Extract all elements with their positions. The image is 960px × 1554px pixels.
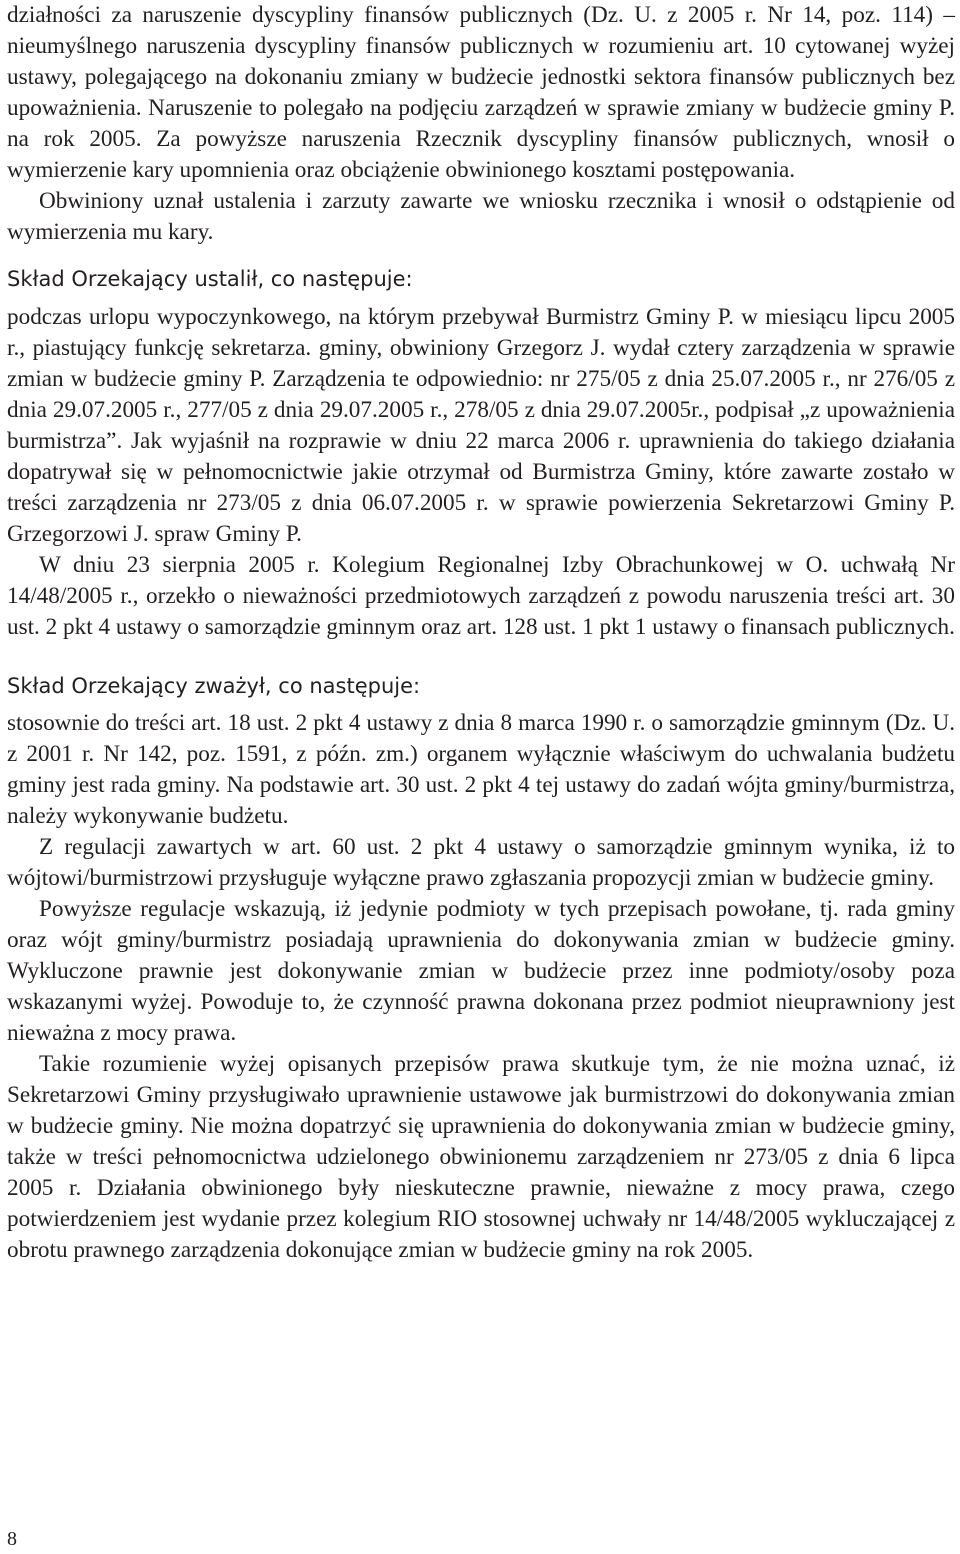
page-number: 8 xyxy=(7,1528,17,1550)
paragraph-defendant-statement: Obwiniony uznał ustalenia i zarzuty zawarte we wniosku rzecznika i wnosił o odstąpienie od wymierzenia mu kary. xyxy=(7,188,955,245)
paragraph-findings-2: W dniu 23 sierpnia 2005 r. Kolegium Regionalnej Izby Obrachunkowej w O. uchwałą Nr 14/48/2005 r., orzekło o nieważności przedmiotowych zarządzeń z powodu naruszenia treści art. 30 ust. 2 pkt 4 ustawy o samorządzie gminnym oraz art. 128 ust. 1 pkt 1 ustawy o finansach publicznych. xyxy=(7,552,955,640)
paragraph-considerations-1: stosownie do treści art. 18 ust. 2 pkt 4 ustawy z dnia 8 marca 1990 r. o samorządzie gminnym (Dz. U. z 2001 r. Nr 142, poz. 1591, z późn. zm.) organem wyłącznie właściwym do uchwalania budżetu gminy jest rada gminy. Na podstawie art. 30 ust. 2 pkt 4 tej ustawy do zadań wójta gminy/burmistrza, należy wykonywanie budżetu. xyxy=(7,710,955,829)
paragraph-considerations-4: Takie rozumienie wyżej opisanych przepisów prawa skutkuje tym, że nie można uznać, iż Sekretarzowi Gminy przysługiwało uprawnienie ustawowe jak burmistrzowi do dokonywania zmian w budżecie gminy. Nie można dopatrzyć się uprawnienia do dokonywania zmian w budżecie gminy, także w treści pełnomocnictwa udzielonego obwinionemu zarządzeniem nr 273/05 z dnia 6 lipca 2005 r. Działania obwinionego były nieskuteczne prawnie, nieważne z mocy prawa, czego potwierdzeniem jest wydanie przez kolegium RIO stosownej uchwały nr 14/48/2005 wykluczającej z obrotu prawnego zarządzenia dokonujące zmian w budżecie gminy na rok 2005. xyxy=(7,1051,955,1263)
paragraph-considerations-3: Powyższe regulacje wskazują, iż jedynie podmioty w tych przepisach powołane, tj. rada gminy oraz wójt gminy/burmistrz posiadają uprawnienia do dokonywania zmian w budżecie gminy. Wykluczone prawnie jest dokonywanie zmian w budżecie przez inne podmioty/osoby poza wskazanymi wyżej. Powoduje to, że czynność prawna dokonana przez podmiot nieuprawniony jest nieważna z mocy prawa. xyxy=(7,896,955,1046)
paragraph-continuation: działności za naruszenie dyscypliny finansów publicznych (Dz. U. z 2005 r. Nr 14, poz. 114) – nieumyślnego naruszenia dyscypliny finansów publicznych w rozumieniu art. 10 cytowanej wyżej ustawy, polegającego na dokonaniu zmiany w budżecie jednostki sektora finansów publicznych bez upoważnienia. Naruszenie to polegało na podjęciu zarządzeń w sprawie zmiany w budżecie gminy P. na rok 2005. Za powyższe naruszenia Rzecznik dyscypliny finansów publicznych, wnosił o wymierzenie kary upomnienia oraz obciążenie obwinionego kosztami postępowania. xyxy=(7,2,955,183)
document-page xyxy=(7,0,955,1266)
paragraph-considerations-2: Z regulacji zawartych w art. 60 ust. 2 pkt 4 ustawy o samorządzie gminnym wynika, iż to wójtowi/burmistrzowi przysługuje wyłączne prawo zgłaszania propozycji zmian w budżecie gminy. xyxy=(7,834,955,891)
section-heading-findings: Skład Orzekający ustalił, co następuje: xyxy=(7,267,413,291)
section-heading-considerations: Skład Orzekający zważył, co następuje: xyxy=(7,674,421,698)
paragraph-findings-1: podczas urlopu wypoczynkowego, na którym przebywał Burmistrz Gminy P. w miesiącu lipcu 2005 r., piastujący funkcję sekretarza. gminy, obwiniony Grzegorz J. wydał cztery zarządzenia w sprawie zmian w budżecie gminy P. Zarządzenia te odpowiednio: nr 275/05 z dnia 25.07.2005 r., nr 276/05 z dnia 29.07.2005 r., 277/05 z dnia 29.07.2005 r., 278/05 z dnia 29.07.2005r., podpisał „z upoważnienia burmistrza”. Jak wyjaśnił na rozprawie w dniu 22 marca 2006 r. uprawnienia do takiego działania dopatrywał się w pełnomocnictwie jakie otrzymał od Burmistrza Gminy, które zawarte zostało w treści zarządzenia nr 273/05 z dnia 06.07.2005 r. w sprawie powierzenia Sekretarzowi Gminy P. Grzegorzowi J. spraw Gminy P. xyxy=(7,304,955,547)
